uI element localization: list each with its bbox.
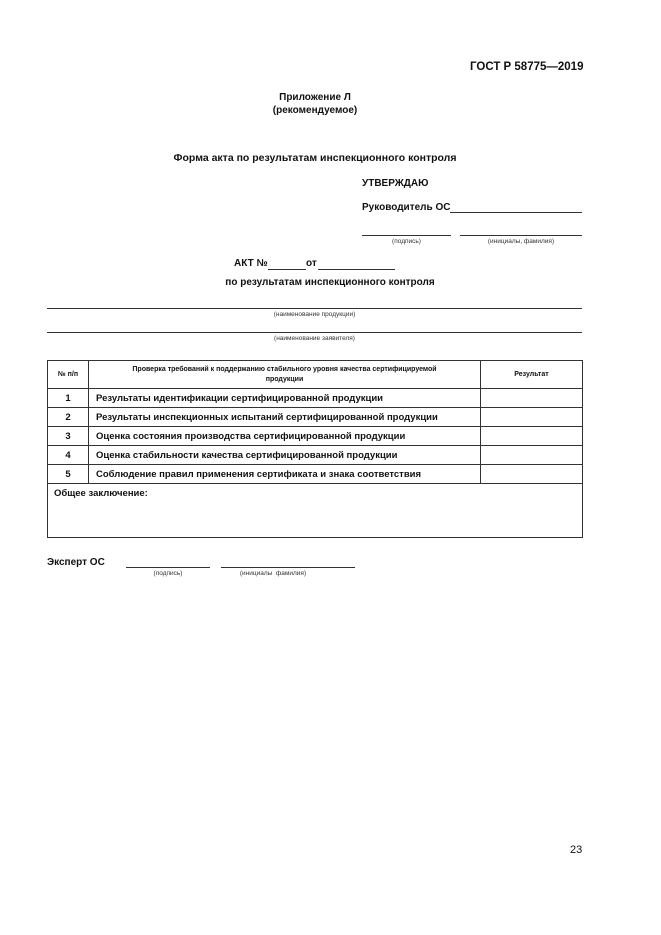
table-header-row xyxy=(48,361,583,389)
act-date-line xyxy=(318,269,395,270)
expert-name-caption: (инициалы фамилия) xyxy=(239,570,307,577)
inspection-table xyxy=(47,360,583,538)
expert-signature-line xyxy=(126,567,210,568)
header-result: Результат xyxy=(481,361,583,389)
applicant-caption: (наименование заявителя) xyxy=(274,335,355,342)
applicant-line xyxy=(47,332,582,333)
approval-name-line xyxy=(460,235,582,236)
conclusion-label: Общее заключение: xyxy=(54,488,148,499)
table-row xyxy=(48,427,583,446)
row-result-cell[interactable] xyxy=(481,408,583,427)
expert-label: Эксперт ОС xyxy=(47,557,105,568)
header-check: Проверка требований к поддержанию стабильного уровня качества сертифицируемой продукции xyxy=(89,361,481,389)
appendix-subtitle: (рекомендуемое) xyxy=(272,105,358,116)
row-check-text: Оценка стабильности качества сертифицированной продукции xyxy=(89,446,481,465)
head-label: Руководитель ОС xyxy=(362,202,451,213)
expert-signature-caption: (подпись) xyxy=(153,570,183,577)
conclusion-row xyxy=(48,484,583,538)
act-subtitle: по результатам инспекционного контроля xyxy=(225,277,435,288)
document-code: ГОСТ Р 58775—2019 xyxy=(470,61,584,73)
header-num: № п/п xyxy=(48,361,89,389)
row-check-text: Результаты инспекционных испытаний сертифицированной продукции xyxy=(89,408,481,427)
appendix-title: Приложение Л xyxy=(279,92,351,103)
product-line xyxy=(47,308,582,309)
approval-signature-caption: (подпись) xyxy=(392,238,421,245)
row-number: 3 xyxy=(48,427,89,446)
table-row xyxy=(48,465,583,484)
table-row xyxy=(48,446,583,465)
table-row xyxy=(48,389,583,408)
approval-signature-line xyxy=(362,235,451,236)
act-date-label: от xyxy=(306,258,317,269)
row-number: 2 xyxy=(48,408,89,427)
form-title: Форма акта по результатам инспекционного контроля xyxy=(173,152,457,164)
head-name-line xyxy=(450,212,582,213)
act-number-label: АКТ № xyxy=(234,258,268,269)
page-number: 23 xyxy=(570,844,583,856)
approve-label: УТВЕРЖДАЮ xyxy=(362,178,429,189)
conclusion-cell[interactable] xyxy=(48,484,583,538)
row-check-text: Соблюдение правил применения сертификата и знака соответствия xyxy=(89,465,481,484)
expert-name-line xyxy=(221,567,355,568)
row-number: 5 xyxy=(48,465,89,484)
row-number: 1 xyxy=(48,389,89,408)
row-result-cell[interactable] xyxy=(481,389,583,408)
act-number-line xyxy=(268,269,306,270)
row-result-cell[interactable] xyxy=(481,427,583,446)
product-caption: (наименование продукции) xyxy=(273,311,356,318)
row-number: 4 xyxy=(48,446,89,465)
row-check-text: Результаты идентификации сертифицированной продукции xyxy=(89,389,481,408)
row-result-cell[interactable] xyxy=(481,465,583,484)
row-check-text: Оценка состояния производства сертифицированной продукции xyxy=(89,427,481,446)
row-result-cell[interactable] xyxy=(481,446,583,465)
approval-name-caption: (инициалы, фамилия) xyxy=(487,238,555,245)
table-row xyxy=(48,408,583,427)
